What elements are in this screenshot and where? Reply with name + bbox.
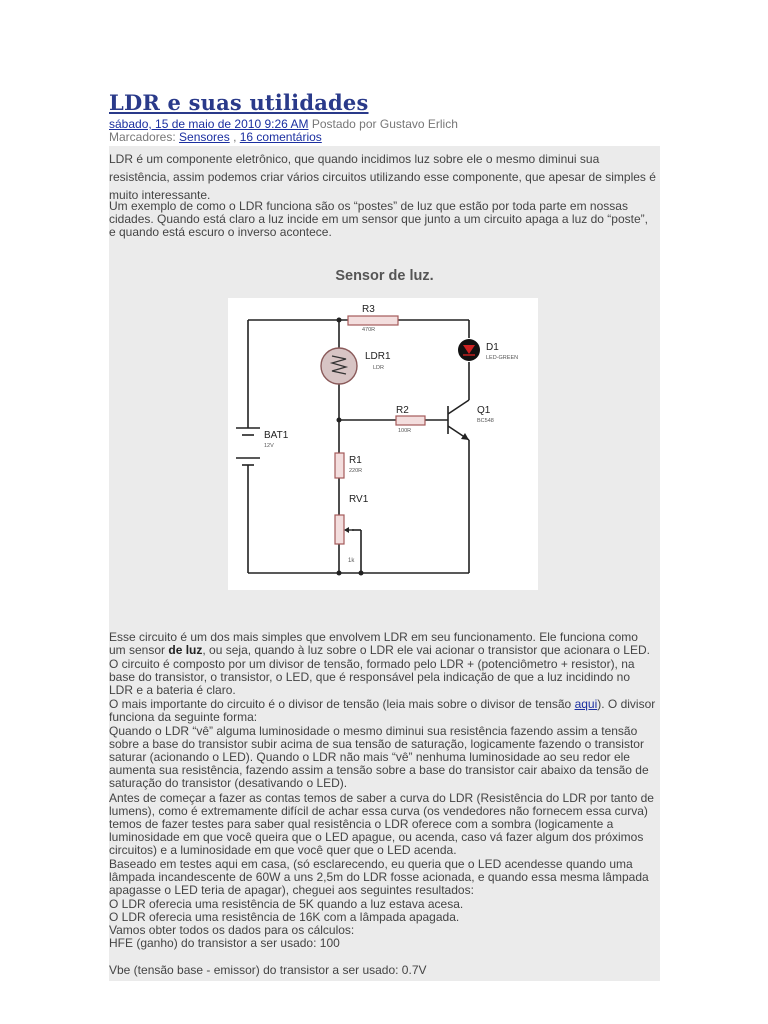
label-rv1: RV1 <box>349 494 369 505</box>
post-meta <box>109 117 458 131</box>
comments-link[interactable]: 16 comentários <box>239 130 322 144</box>
post-labels <box>109 130 322 144</box>
paragraph-intro-2: Um exemplo de como o LDR funciona são os “postes” de luz que estão por toda parte em nossas cidades. Quando está claro a luz incide em um sensor que junto a um circuito apaga a luz do “poste”, e quando está escuro o inverso acontece. <box>109 199 648 239</box>
label-d1: D1 <box>486 342 499 353</box>
potentiometer-rv1 <box>335 515 344 544</box>
circuit-schematic <box>228 298 538 590</box>
value-r2: 100R <box>398 428 412 434</box>
label-ldr1: LDR1 <box>365 351 391 362</box>
value-ldr1: LDR <box>373 365 385 371</box>
paragraph-12: HFE (ganho) do transistor a ser usado: 100 <box>109 936 340 950</box>
paragraph-6: Quando o LDR “vê” alguma luminosidade o mesmo diminui sua resistência fazendo assim a tensão sobre a base do transistor subir acima de sua tensão de saturação, logicamente fazendo o transistor saturar (acionando o LED). Quando o LDR não mais “vê” nenhuma luminosidade ao seu redor ele aumenta sua resistência, fazendo assim a tensão sobre a base do transistor cair abaixo da tensão de saturação do transistor (desativando o LED). <box>109 724 649 790</box>
paragraph-7: Antes de começar a fazer as contas temos de saber a curva do LDR (Resistência do LDR por tanto de lumens), como é extremamente difícil de achar essa curva (os vendedores não fornecem essa curva) temos de fazer testes para saber qual resistência o LDR oferece com a sombra (logicamente a luminosidade em que você queira que o LED apague, ou acenda, caso vá fazer algum dos próximos circuitos) e a luminosidade em que você quer que o LED acenda. <box>109 791 654 857</box>
paragraph-10: O LDR oferecia uma resistência de 16K com a lâmpada apagada. <box>109 910 460 924</box>
ldr-symbol <box>321 348 357 384</box>
figure-title: Sensor de luz. <box>335 268 434 284</box>
paragraph-5: O mais importante do circuito é o divisor de tensão (leia mais sobre o divisor de tensão aqui). O divisor funciona da seguinte forma: <box>109 697 656 724</box>
value-r3: 470R <box>362 327 376 333</box>
paragraph-8: Baseado em testes aqui em casa, (só esclarecendo, eu queria que o LED acendesse quando uma lâmpada incandescente de 60W a uns 2,5m do LDR fosse acionada, e quando essa mesma lâmpada apagasse o LED teria de apagar), cheguei aos seguintes resultados: <box>109 857 649 897</box>
label-r2: R2 <box>396 405 409 416</box>
value-q1: BC548 <box>477 418 494 424</box>
label-bat1: BAT1 <box>264 430 289 441</box>
labels-prefix: Marcadores: <box>109 130 180 144</box>
value-d1: LED-GREEN <box>486 355 519 361</box>
resistor-r3 <box>348 316 398 325</box>
value-bat1: 12V <box>264 443 274 449</box>
label-q1: Q1 <box>477 405 491 416</box>
paragraph-11: Vamos obter todos os dados para os cálculos: <box>109 923 355 937</box>
value-r1: 220R <box>349 468 363 474</box>
value-rv1: 1k <box>348 558 355 564</box>
paragraph-intro-1: LDR é um componente eletrônico, que quando incidimos luz sobre ele o mesmo diminui sua resistência, assim podemos criar vários circuitos utilizando esse componente, que apesar de simples é muito interessante. <box>109 152 656 202</box>
label-link-sensores[interactable]: Sensores <box>179 130 230 144</box>
battery-bat1 <box>236 428 260 465</box>
paragraph-4: O circuito é composto por um divisor de tensão, formado pelo LDR + (potenciômetro + resistor), na base do transistor, o transistor, o LED, que é responsável pela indicação de que a luz incidindo no LDR e a bateria é claro. <box>109 657 635 697</box>
resistor-r2 <box>396 416 425 425</box>
resistor-r1 <box>335 453 344 478</box>
posted-by: Postado por Gustavo Erlich <box>308 117 458 131</box>
labels-separator: , <box>229 130 240 144</box>
link-aqui[interactable]: aqui <box>574 697 598 711</box>
post-body <box>109 146 660 981</box>
paragraph-13: Vbe (tensão base - emissor) do transistor a ser usado: 0.7V <box>109 963 427 977</box>
post-date-link[interactable]: sábado, 15 de maio de 2010 9:26 AM <box>109 117 309 131</box>
label-r3: R3 <box>362 304 375 315</box>
paragraph-3: Esse circuito é um dos mais simples que envolvem LDR em seu funcionamento. Ele funciona como um sensor de luz, ou seja, quando à luz sobre o LDR ele vai acionar o transistor que acionara o LED. <box>109 630 650 657</box>
post-title[interactable]: LDR e suas utilidades <box>109 90 369 115</box>
label-r1: R1 <box>349 455 362 466</box>
transistor-q1 <box>448 400 469 440</box>
paragraph-9: O LDR oferecia uma resistência de 5K quando a luz estava acesa. <box>109 897 464 911</box>
